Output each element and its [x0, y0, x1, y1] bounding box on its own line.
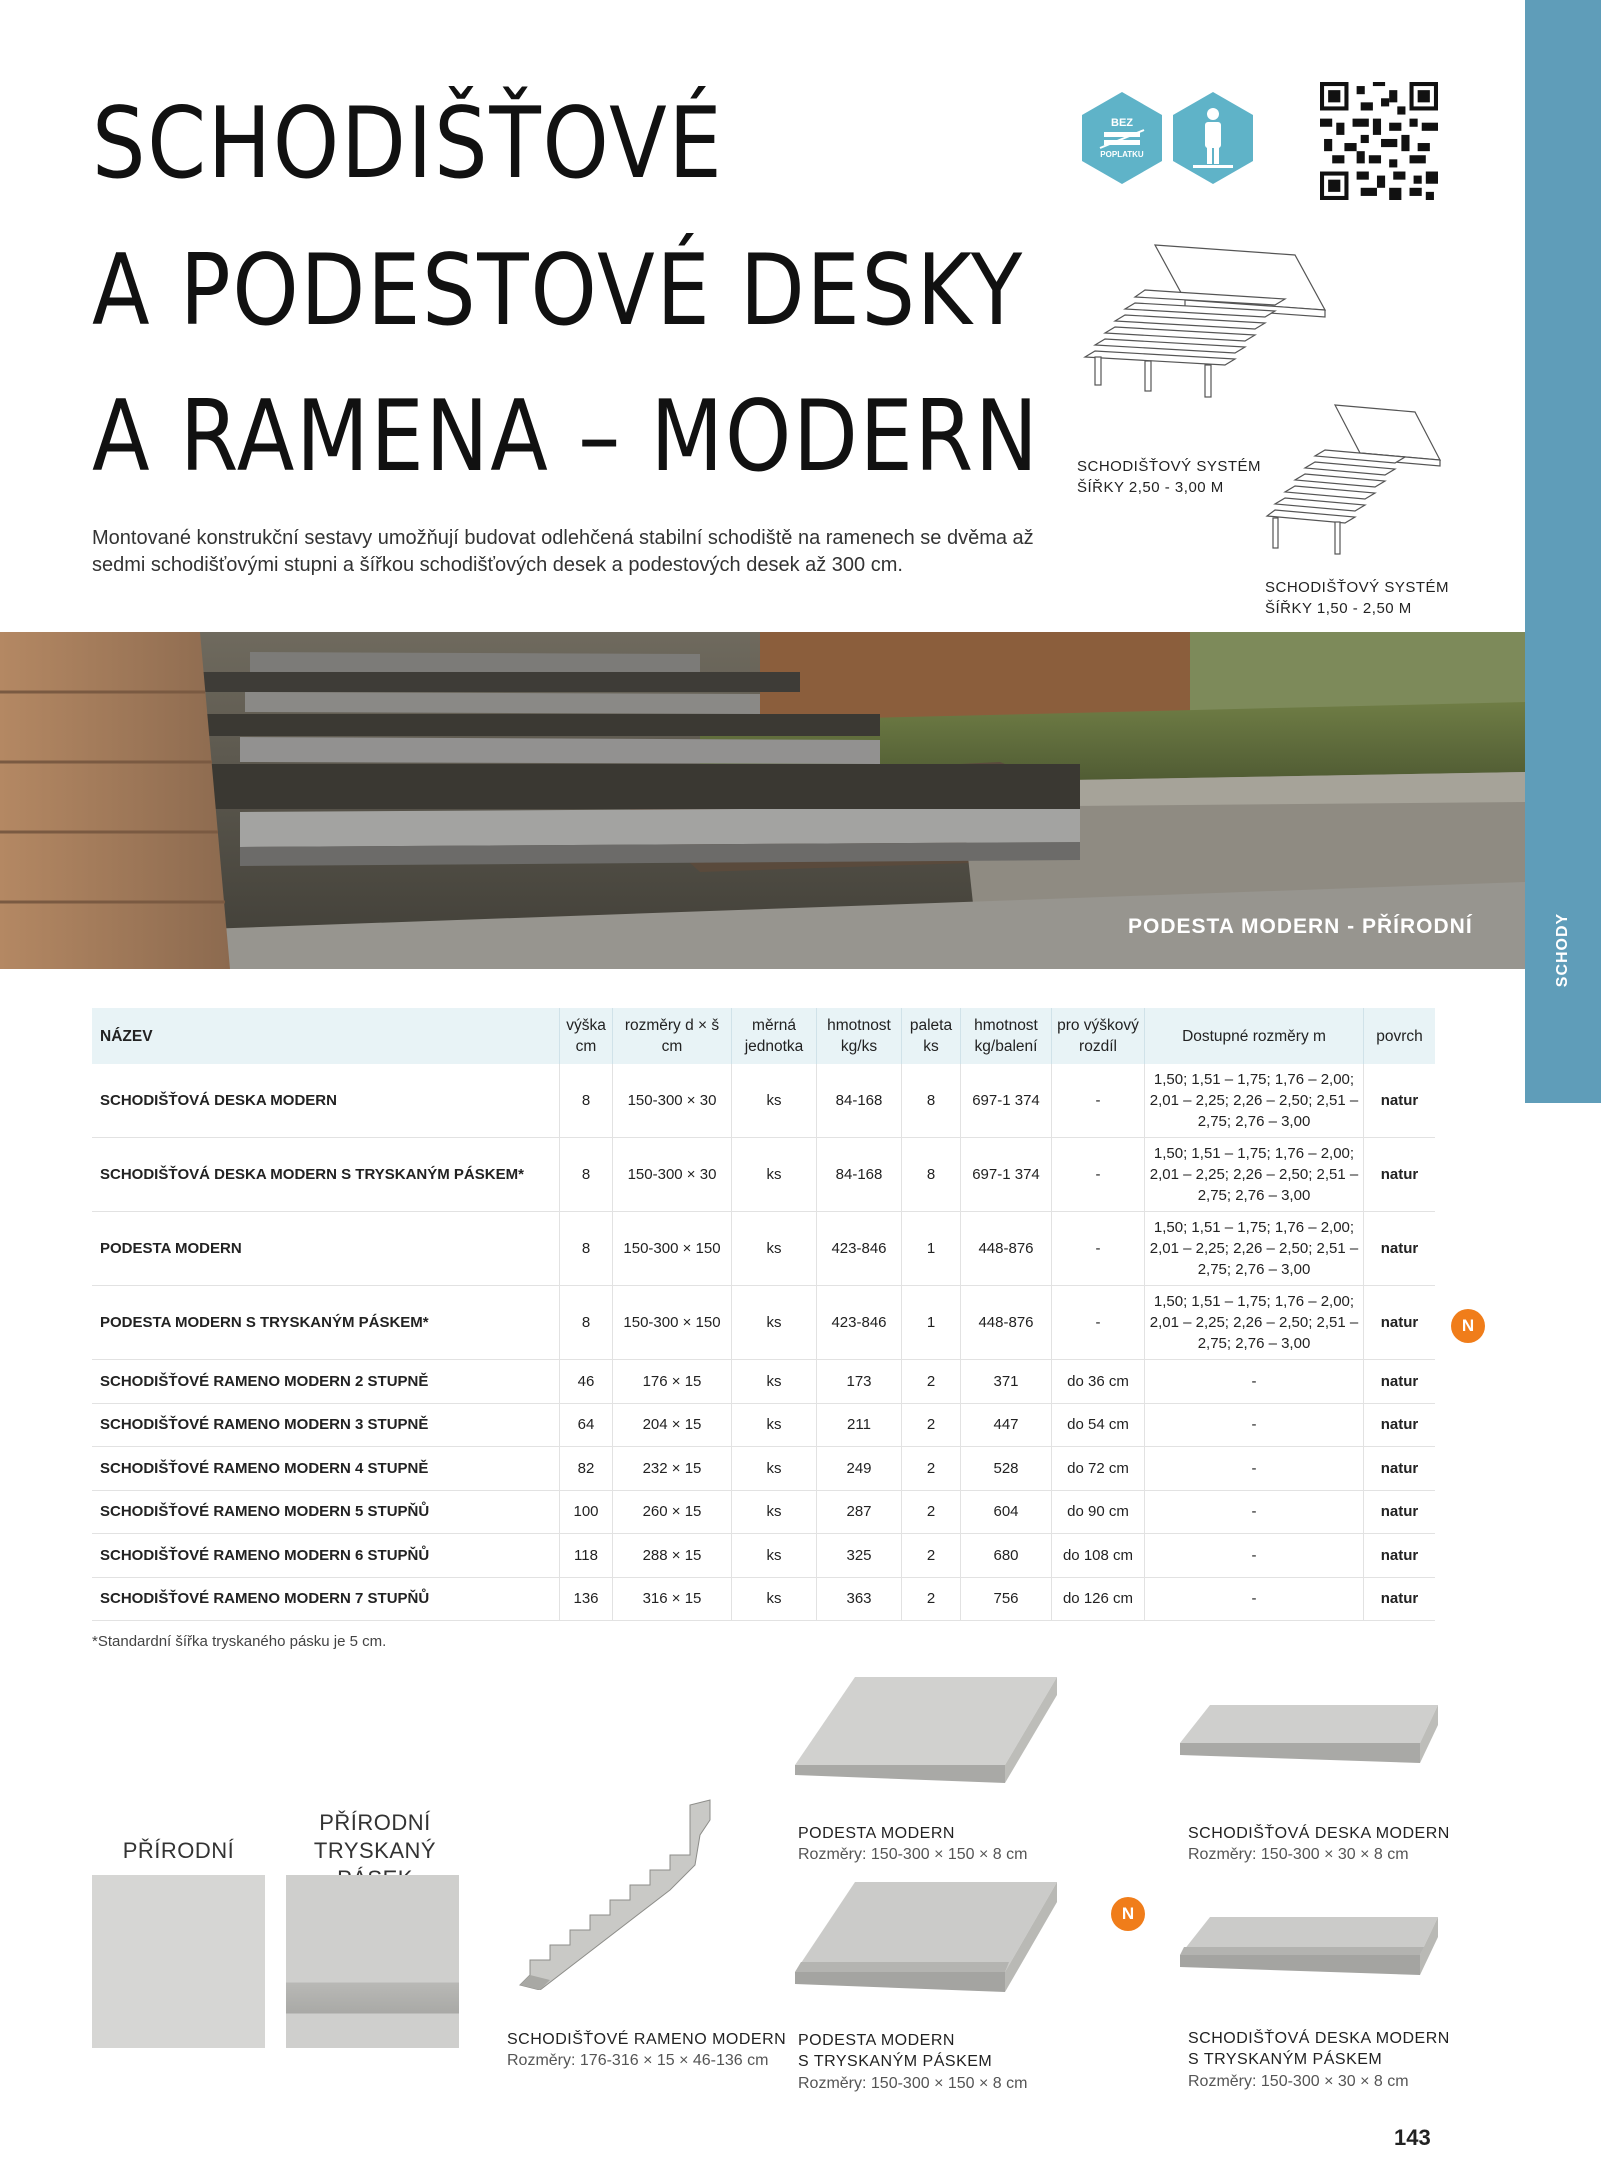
- table-cell: ks: [732, 1534, 817, 1578]
- table-cell: 1,50; 1,51 – 1,75; 1,76 – 2,00; 2,01 – 2,25; 2,26 – 2,50; 2,51 – 2,75; 2,76 – 3,00: [1145, 1064, 1364, 1138]
- footnote: *Standardní šířka tryskaného pásku je 5 cm.: [92, 1633, 387, 1650]
- stair-slab-strip-image: [1180, 1915, 1440, 1981]
- table-row: [92, 1534, 1435, 1578]
- table-cell: natur: [1364, 1138, 1436, 1212]
- table-cell: PODESTA MODERN S TRYSKANÝM PÁSKEM*: [92, 1286, 560, 1360]
- table-cell: natur: [1364, 1064, 1436, 1138]
- table-row: [92, 1447, 1435, 1491]
- table-cell: ks: [732, 1447, 817, 1491]
- table-cell: 8: [560, 1138, 613, 1212]
- table-cell: 249: [817, 1447, 902, 1491]
- col-header-name: NÁZEV: [92, 1008, 560, 1064]
- table-cell: 2: [902, 1447, 961, 1491]
- table-cell: 697-1 374: [961, 1138, 1052, 1212]
- table-cell: 8: [560, 1286, 613, 1360]
- table-row: [92, 1577, 1435, 1621]
- page-title-line-2: A PODESTOVÉ DESKY: [92, 234, 1024, 348]
- table-cell: -: [1145, 1403, 1364, 1447]
- table-cell: SCHODIŠŤOVÉ RAMENO MODERN 6 STUPŇŮ: [92, 1534, 560, 1578]
- col-header-unit: měrná jednotka: [732, 1008, 817, 1064]
- table-cell: 448-876: [961, 1212, 1052, 1286]
- table-cell: -: [1145, 1360, 1364, 1404]
- table-cell: 2: [902, 1360, 961, 1404]
- table-cell: 371: [961, 1360, 1052, 1404]
- table-cell: natur: [1364, 1403, 1436, 1447]
- product-name-rameno: SCHODIŠŤOVÉ RAMENO MODERN: [507, 2031, 787, 2048]
- table-cell: 697-1 374: [961, 1064, 1052, 1138]
- product-dim-podesta-strip: Rozměry: 150-300 × 150 × 8 cm: [798, 2075, 1028, 2092]
- photo-caption: PODESTA MODERN - PŘÍRODNÍ: [1128, 915, 1473, 938]
- table-cell: 604: [961, 1490, 1052, 1534]
- table-cell: ks: [732, 1360, 817, 1404]
- table-cell: SCHODIŠŤOVÁ DESKA MODERN S TRYSKANÝM PÁSKEM*: [92, 1138, 560, 1212]
- table-cell: 288 × 15: [613, 1534, 732, 1578]
- table-cell: SCHODIŠŤOVÉ RAMENO MODERN 5 STUPŇŮ: [92, 1490, 560, 1534]
- table-cell: 1,50; 1,51 – 1,75; 1,76 – 2,00; 2,01 – 2,25; 2,26 – 2,50; 2,51 – 2,75; 2,76 – 3,00: [1145, 1212, 1364, 1286]
- table-cell: 8: [560, 1212, 613, 1286]
- table-cell: 2: [902, 1490, 961, 1534]
- product-name-podesta: PODESTA MODERN: [798, 1825, 955, 1842]
- stair-stringer-image: [510, 1795, 715, 1990]
- table-cell: natur: [1364, 1360, 1436, 1404]
- intro-text: Montované konstrukční sestavy umožňují budovat odlehčená stabilní schodiště na ramenech se dvěma až sedmi schodišťovými stupni a šířkou schodišťových desek a podestových desek až 300 cm.: [92, 527, 1034, 576]
- col-header-weight-pack: hmotnost kg/balení: [961, 1008, 1052, 1064]
- landing-slab-strip-image: [795, 1880, 1060, 2000]
- col-header-sizes: Dostupné rozměry m: [1145, 1008, 1364, 1064]
- person-install-icon: [1165, 90, 1261, 186]
- table-cell: 82: [560, 1447, 613, 1491]
- staircase-narrow-diagram: [1265, 400, 1465, 565]
- table-cell: 204 × 15: [613, 1403, 732, 1447]
- table-cell: 211: [817, 1403, 902, 1447]
- table-cell: 2: [902, 1577, 961, 1621]
- table-cell: -: [1052, 1138, 1145, 1212]
- table-cell: do 126 cm: [1052, 1577, 1145, 1621]
- table-cell: SCHODIŠŤOVÉ RAMENO MODERN 3 STUPNĚ: [92, 1403, 560, 1447]
- table-cell: 84-168: [817, 1064, 902, 1138]
- table-cell: 528: [961, 1447, 1052, 1491]
- col-header-dimensions: rozměry d × š cm: [613, 1008, 732, 1064]
- col-header-weight-piece: hmotnost kg/ks: [817, 1008, 902, 1064]
- table-cell: 150-300 × 150: [613, 1286, 732, 1360]
- product-dim-podesta: Rozměry: 150-300 × 150 × 8 cm: [798, 1846, 1028, 1863]
- col-header-height: výška cm: [560, 1008, 613, 1064]
- table-cell: 8: [902, 1064, 961, 1138]
- product-name-deska-strip: SCHODIŠŤOVÁ DESKA MODERN S TRYSKANÝM PÁSKEM: [1188, 2030, 1450, 2068]
- table-cell: SCHODIŠŤOVÉ RAMENO MODERN 2 STUPNĚ: [92, 1360, 560, 1404]
- table-cell: ks: [732, 1212, 817, 1286]
- table-row: [92, 1138, 1435, 1212]
- table-cell: 316 × 15: [613, 1577, 732, 1621]
- table-cell: do 72 cm: [1052, 1447, 1145, 1491]
- table-cell: 1,50; 1,51 – 1,75; 1,76 – 2,00; 2,01 – 2,25; 2,26 – 2,50; 2,51 – 2,75; 2,76 – 3,00: [1145, 1138, 1364, 1212]
- stair-slab-image: [1180, 1703, 1440, 1769]
- table-cell: ks: [732, 1403, 817, 1447]
- table-cell: 2: [902, 1403, 961, 1447]
- table-cell: -: [1145, 1534, 1364, 1578]
- table-cell: natur: [1364, 1286, 1436, 1360]
- table-row: [92, 1212, 1435, 1286]
- table-cell: 680: [961, 1534, 1052, 1578]
- table-cell: 176 × 15: [613, 1360, 732, 1404]
- table-cell: 8: [560, 1064, 613, 1138]
- table-row: [92, 1403, 1435, 1447]
- table-cell: 150-300 × 30: [613, 1138, 732, 1212]
- page-title-line-3: A RAMENA – MODERN: [92, 380, 1040, 494]
- table-cell: -: [1145, 1490, 1364, 1534]
- table-cell: -: [1052, 1286, 1145, 1360]
- table-cell: natur: [1364, 1447, 1436, 1491]
- new-badge-table: N: [1451, 1309, 1485, 1343]
- table-row: [92, 1490, 1435, 1534]
- swatch-label-natural: PŘÍRODNÍ: [122, 1838, 235, 1863]
- page-title-line-1: SCHODIŠŤOVÉ: [92, 87, 724, 201]
- svg-text:POPLATKU: POPLATKU: [1100, 150, 1144, 159]
- table-row: [92, 1286, 1435, 1360]
- product-name-deska: SCHODIŠŤOVÁ DESKA MODERN: [1188, 1825, 1450, 1842]
- table-cell: 150-300 × 150: [613, 1212, 732, 1286]
- product-name-podesta-strip: PODESTA MODERN S TRYSKANÝM PÁSKEM: [798, 2032, 993, 2070]
- table-cell: natur: [1364, 1577, 1436, 1621]
- table-cell: natur: [1364, 1534, 1436, 1578]
- product-dim-rameno: Rozměry: 176-316 × 15 × 46-136 cm: [507, 2052, 769, 2069]
- table-cell: 325: [817, 1534, 902, 1578]
- table-cell: 100: [560, 1490, 613, 1534]
- qr-code-icon[interactable]: [1320, 82, 1438, 200]
- table-cell: 46: [560, 1360, 613, 1404]
- table-cell: 287: [817, 1490, 902, 1534]
- spec-table: [92, 1008, 1435, 1621]
- table-cell: 1: [902, 1286, 961, 1360]
- swatch-blasted-strip: [286, 1875, 459, 2048]
- swatch-natural: [92, 1875, 265, 2048]
- table-cell: 423-846: [817, 1286, 902, 1360]
- table-cell: ks: [732, 1286, 817, 1360]
- table-cell: -: [1145, 1577, 1364, 1621]
- table-cell: -: [1145, 1447, 1364, 1491]
- table-cell: 118: [560, 1534, 613, 1578]
- table-cell: 8: [902, 1138, 961, 1212]
- table-row: [92, 1360, 1435, 1404]
- table-cell: SCHODIŠŤOVÉ RAMENO MODERN 7 STUPŇŮ: [92, 1577, 560, 1621]
- table-cell: ks: [732, 1490, 817, 1534]
- swatch-label-blasted: PŘÍRODNÍ TRYSKANÝ: [313, 1810, 437, 1863]
- table-cell: 1,50; 1,51 – 1,75; 1,76 – 2,00; 2,01 – 2,25; 2,26 – 2,50; 2,51 – 2,75; 2,76 – 3,00: [1145, 1286, 1364, 1360]
- table-cell: SCHODIŠŤOVÁ DESKA MODERN: [92, 1064, 560, 1138]
- table-cell: 84-168: [817, 1138, 902, 1212]
- diagram-1-caption: SCHODIŠŤOVÝ SYSTÉM ŠÍŘKY 2,50 - 3,00 M: [1077, 458, 1262, 496]
- table-cell: 448-876: [961, 1286, 1052, 1360]
- no-fee-badge-icon: [1074, 90, 1170, 186]
- table-cell: natur: [1364, 1212, 1436, 1286]
- table-cell: -: [1052, 1212, 1145, 1286]
- table-cell: ks: [732, 1577, 817, 1621]
- product-dim-deska-strip: Rozměry: 150-300 × 30 × 8 cm: [1188, 2073, 1409, 2090]
- table-cell: 136: [560, 1577, 613, 1621]
- landing-slab-image: [795, 1675, 1060, 1790]
- table-cell: 1: [902, 1212, 961, 1286]
- page-number: 143: [1394, 2125, 1431, 2150]
- table-cell: do 108 cm: [1052, 1534, 1145, 1578]
- col-header-pallet: paleta ks: [902, 1008, 961, 1064]
- col-header-surface: povrch: [1364, 1008, 1436, 1064]
- table-cell: PODESTA MODERN: [92, 1212, 560, 1286]
- table-cell: ks: [732, 1064, 817, 1138]
- table-cell: 173: [817, 1360, 902, 1404]
- col-header-height-diff: pro výškový rozdíl: [1052, 1008, 1145, 1064]
- table-cell: ks: [732, 1138, 817, 1212]
- svg-text:BEZ: BEZ: [1111, 117, 1133, 129]
- table-cell: 756: [961, 1577, 1052, 1621]
- table-cell: 423-846: [817, 1212, 902, 1286]
- new-badge-product: N: [1111, 1897, 1145, 1931]
- table-cell: 447: [961, 1403, 1052, 1447]
- product-dim-deska: Rozměry: 150-300 × 30 × 8 cm: [1188, 1846, 1409, 1863]
- staircase-wide-diagram: [1075, 235, 1335, 415]
- table-cell: 232 × 15: [613, 1447, 732, 1491]
- table-cell: do 36 cm: [1052, 1360, 1145, 1404]
- table-cell: 363: [817, 1577, 902, 1621]
- table-cell: 260 × 15: [613, 1490, 732, 1534]
- table-cell: 2: [902, 1534, 961, 1578]
- table-cell: -: [1052, 1064, 1145, 1138]
- table-row: [92, 1064, 1435, 1138]
- table-cell: SCHODIŠŤOVÉ RAMENO MODERN 4 STUPNĚ: [92, 1447, 560, 1491]
- table-cell: do 90 cm: [1052, 1490, 1145, 1534]
- table-cell: do 54 cm: [1052, 1403, 1145, 1447]
- diagram-2-caption: SCHODIŠŤOVÝ SYSTÉM ŠÍŘKY 1,50 - 2,50 M: [1265, 579, 1450, 617]
- side-tab-label: SCHODY: [1553, 912, 1571, 988]
- table-cell: 150-300 × 30: [613, 1064, 732, 1138]
- table-cell: natur: [1364, 1490, 1436, 1534]
- table-cell: 64: [560, 1403, 613, 1447]
- table-header-row: [92, 1008, 1435, 1064]
